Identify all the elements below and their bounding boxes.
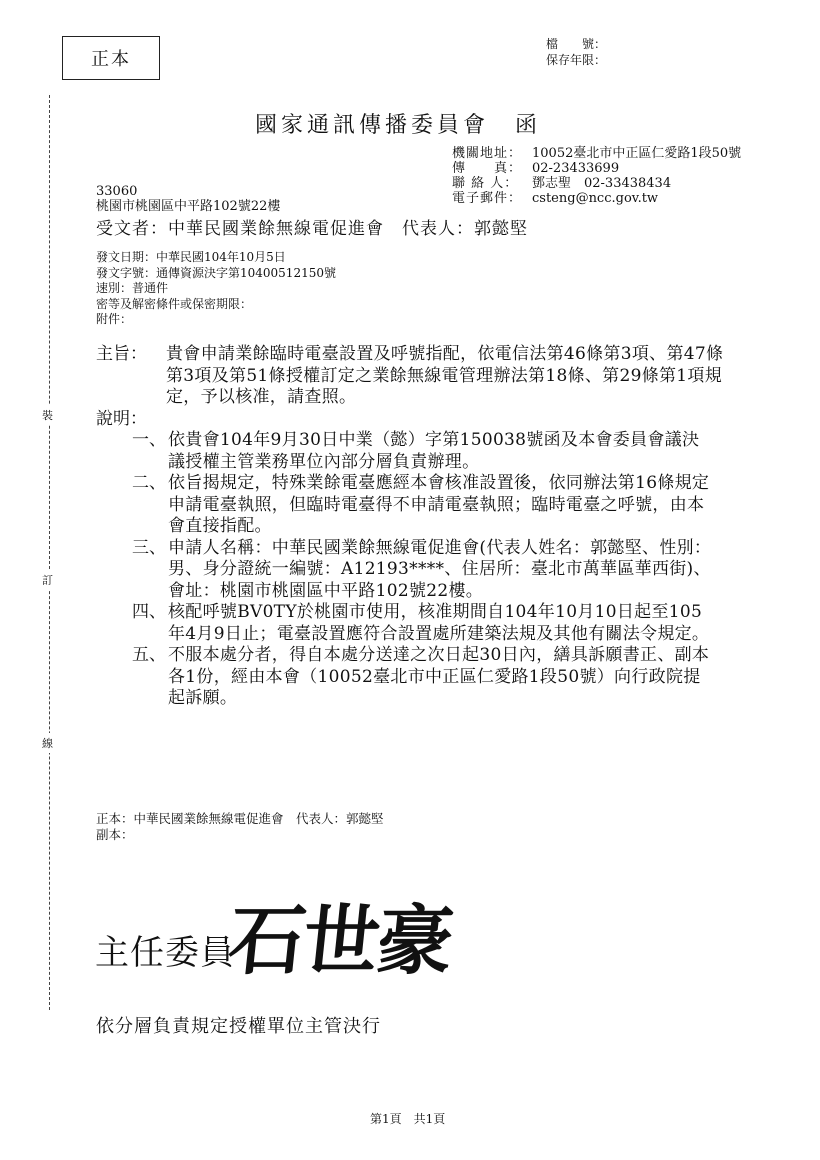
contact-email-row: 電子郵件： csteng@ncc.gov.tw <box>452 191 659 206</box>
agency-contact <box>452 146 741 206</box>
signatory-title: 主任委員 <box>95 933 235 973</box>
document-title: 國家通訊傳播委員會 函 <box>255 113 542 138</box>
page-number: 第1頁 共1頁 <box>370 1112 446 1126</box>
explanation-item: 四、 核配呼號BV0TY於桃園市使用，核准期間自104年10月10日起至105年4月9日止；電臺設置應符合設置處所建築法規及其他有關法令規定。 <box>132 602 710 644</box>
recipient-line: 受文者：中華民國業餘無線電促進會 代表人：郭懿堅 <box>96 219 528 239</box>
secrecy-level: 密等及解密條件或保密期限： <box>96 296 253 311</box>
contact-person-row: 聯 絡 人： 鄧志聖 02-33438434 <box>452 176 672 191</box>
original-copy-stamp <box>62 36 160 80</box>
letter-body <box>96 344 736 710</box>
binding-char-ding: 訂 <box>42 570 53 590</box>
archive-info <box>546 36 606 68</box>
binding-line <box>49 95 50 1010</box>
explanation-label: 說明： <box>96 408 147 429</box>
document-metadata <box>96 250 336 328</box>
issue-date: 發文日期：中華民國104年10月5日 <box>96 250 286 264</box>
subject-section <box>96 344 736 409</box>
explanation-item: 二、 依旨揭規定，特殊業餘電臺應經本會核准設置後，依同辦法第16條規定申請電臺執照，但臨時電臺得不申請電臺執照；臨時電臺之呼號，由本會直接指配。 <box>132 473 710 536</box>
handwritten-signature: 石世豪 <box>224 896 457 985</box>
retention-period: 保存年限： <box>546 53 607 67</box>
contact-address-row: 機關地址： 10052臺北市中正區仁愛路1段50號 <box>452 146 742 161</box>
binding-char-zhuang: 裝 <box>42 405 53 425</box>
explanation-item: 五、 不服本處分者，得自本處分送達之次日起30日內，繕具訴願書正、副本各1份，經由本會（10052臺北市中正區仁愛路1段50號）向行政院提起訴願。 <box>132 645 710 708</box>
street-address: 桃園市桃園區中平路102號22樓 <box>96 199 281 214</box>
recipient-address <box>96 184 280 214</box>
subject-label: 主旨： <box>96 344 147 364</box>
attachments: 附件： <box>96 312 133 326</box>
copy-recipient: 副本： <box>96 827 134 842</box>
explanation-item: 一、 依貴會104年9月30日中業（懿）字第150038號函及本會委員會議決議授權主管業務單位內部分層負責辦理。 <box>132 430 700 472</box>
copy-label: 正本 <box>91 49 131 70</box>
document-number: 發文字號：通傳資源決字第10400512150號 <box>96 265 336 280</box>
file-number: 檔 號： <box>546 37 607 51</box>
contact-fax-row: 傳 真： 02-23433699 <box>452 161 620 176</box>
explanation-item: 三、 申請人名稱：中華民國業餘無線電促進會(代表人姓名：郭懿堅、性別：男、身分證統一編號：A12193****、住居所：臺北市萬華區華西街)、會址：桃園市桃園區中平路102號22樓。 <box>132 537 712 601</box>
subject-text: 貴會申請業餘臨時電臺設置及呼號指配，依電信法第46條第3項、第47條第3項及第51條授權訂定之業餘無線電管理辦法第18條、第29條第1項規定，予以核准，請查照。 <box>166 344 724 407</box>
primary-recipient: 正本：中華民國業餘無線電促進會 代表人：郭懿堅 <box>96 811 384 826</box>
binding-char-xian: 線 <box>42 733 53 753</box>
distribution-list <box>96 811 384 843</box>
delegation-note: 依分層負責規定授權單位主管決行 <box>96 1016 381 1037</box>
zip-code: 33060 <box>96 184 138 199</box>
urgency: 速別：普通件 <box>96 281 169 295</box>
